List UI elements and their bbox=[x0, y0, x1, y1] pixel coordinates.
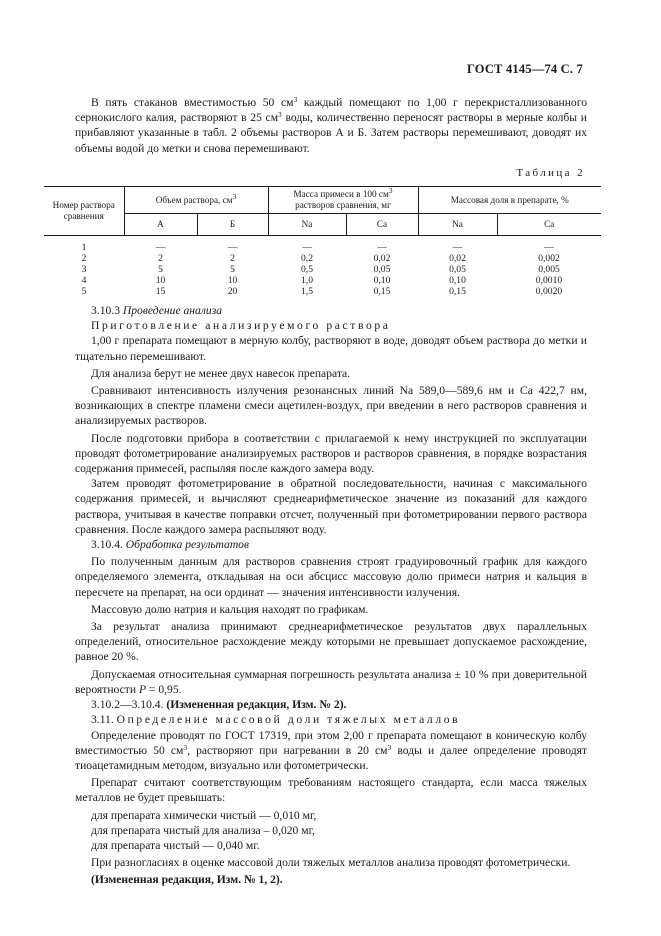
table-caption: Таблица 2 bbox=[516, 166, 585, 179]
paragraph: Затем проводят фотометрирование в обратной последовательности, начиная с максимального содержания примесей, и вычисляют среднеарифметическое значение из показаний для каждого раствора, учитывая в качестве поправки отсчет, полученный при фотометрировании первого раствора сравнения. После каждого замера распыляют воду. bbox=[75, 477, 587, 536]
table-cell: 0,005 bbox=[538, 264, 560, 276]
table-cell: 0,10 bbox=[373, 275, 391, 287]
table-cell: 0,15 bbox=[373, 286, 391, 298]
table-cell: 2 bbox=[158, 253, 163, 265]
paragraph: При разногласиях в оценке массовой доли тяжелых металлов анализа проводят фотометрически. bbox=[91, 856, 571, 870]
col-volume-header: Объем раствора, $см^3$ bbox=[124, 187, 268, 214]
paragraph: После подготовки прибора в соответствии с прилагаемой к нему инструкцией по эксплуатации проводят фотометрирование анализируемых растворов и растворов сравнения, в порядке возрастания содержания примесей, распыляя после каждого замера воду. bbox=[75, 431, 587, 476]
table-cell: — bbox=[452, 242, 463, 254]
paragraph: За результат анализа принимают среднеарифметическое результатов двух параллельных определений, относительное расхождение между которыми не превышает допускаемое расхождение, равное 20 %. bbox=[75, 620, 587, 664]
table-row bbox=[44, 236, 601, 254]
list-item: для препарата чистый для анализа – 0,020 мг, bbox=[91, 823, 315, 837]
table-row bbox=[44, 253, 601, 264]
col-number-header: Номер раствора сравнения bbox=[44, 187, 124, 236]
table-cell: 4 bbox=[81, 275, 87, 287]
table-cell: 1 bbox=[81, 242, 87, 254]
sub-header-ca: Ca bbox=[497, 214, 601, 236]
sub-header-a: А bbox=[124, 214, 197, 236]
table-cell: 0,15 bbox=[449, 286, 466, 298]
col-fraction-header: Массовая доля в препарате, % bbox=[418, 187, 601, 214]
table-cell: 5 bbox=[230, 264, 235, 276]
table-cell: 1,5 bbox=[301, 286, 313, 298]
paragraph: Для анализа берут не менее двух навесок препарата. bbox=[91, 366, 351, 380]
table-cell: 2 bbox=[230, 253, 235, 265]
table-cell: 0,10 bbox=[449, 275, 466, 287]
col-mass-header: Масса примеси в 100 $см^3$ растворов сравнения, мг bbox=[268, 187, 418, 214]
sub-header-ca: Ca bbox=[346, 214, 418, 236]
section-3-10-4-heading: 3.10.4. Обработка результатов bbox=[91, 538, 250, 552]
table-cell: 0,02 bbox=[449, 253, 466, 265]
table-cell: 20 bbox=[227, 286, 238, 298]
table-cell: 10 bbox=[155, 275, 166, 287]
table-cell: 0,05 bbox=[449, 264, 466, 276]
paragraph: Сравнивают интенсивность излучения резонансных линий Na 589,0—589,6 нм и Ca 422,7 нм, возникающих в спектре пламени смеси ацетилен-воздух, при введении в него растворов сравнения и анализируемых растворов. bbox=[75, 384, 587, 428]
table-cell: 1,0 bbox=[301, 275, 313, 287]
table-row bbox=[44, 275, 601, 286]
page-header: ГОСТ 4145—74 С. 7 bbox=[466, 62, 583, 76]
paragraph: Определение проводят по ГОСТ 17319, при этом 2,00 г препарата помещают в коническую колбу вместимостью 50 $см^3$, растворяют при нагревании в 20 $см^3$ воды и далее определение проводят тиоацетамидным методом, визуально или фотометрически. bbox=[75, 728, 588, 772]
table-cell: 0,02 bbox=[373, 253, 391, 265]
table-cell: 0,2 bbox=[301, 253, 313, 265]
paragraph: Препарат считают соответствующим требованиям настоящего стандарта, если масса тяжелых металлов не будет превышать: bbox=[75, 776, 587, 805]
limits-list bbox=[75, 808, 587, 854]
table-cell: — bbox=[302, 242, 312, 254]
intro-paragraph: В пять стаканов вместимостью 50 $см^3$ каждый помещают по 1,00 г перекристаллизованного сернокислого калия, растворяют в 25 $см^3$ воды, количественно переносят растворы в мерные колбы и прибавляют указанные в табл. 2 объемы растворов А и Б. Затем растворы перемешивают, доводят их объемы водой до метки и снова перемешивают. bbox=[75, 95, 587, 155]
paragraph: Допускаемая относительная суммарная погрешность результата анализа ± 10 % при доверительной вероятности P = 0,95. bbox=[75, 667, 587, 696]
table-cell: — bbox=[544, 242, 554, 254]
table-cell: 10 bbox=[227, 275, 238, 287]
table-cell: — bbox=[377, 242, 387, 254]
list-item: для препарата химически чистый — 0,010 мг, bbox=[91, 808, 317, 822]
section-3-11-heading: 3.11. Определение массовой доли тяжелых металлов bbox=[91, 713, 461, 727]
table-cell: 0,5 bbox=[301, 264, 313, 276]
list-item: для препарата чистый — 0,040 мг. bbox=[91, 838, 260, 852]
sub-header-b: Б bbox=[197, 214, 268, 236]
paragraph: 1,00 г препарата помещают в мерную колбу, растворяют в воде, доводят объем раствора до метки и тщательно перемешивают. bbox=[75, 334, 587, 363]
table-cell: — bbox=[155, 242, 166, 254]
table-cell: 0,05 bbox=[373, 264, 391, 276]
table-cell: 5 bbox=[158, 264, 163, 276]
table-cell: 15 bbox=[155, 286, 166, 298]
table-cell: 5 bbox=[81, 286, 87, 298]
sub-header-na: Na bbox=[268, 214, 346, 236]
table-cell: 0,0020 bbox=[535, 286, 563, 298]
sub-header-na: Na bbox=[418, 214, 497, 236]
table-row bbox=[44, 264, 601, 275]
table-2 bbox=[44, 186, 601, 297]
section-3-10-3-heading: 3.10.3 Проведение анализа bbox=[91, 304, 223, 318]
table-cell: 3 bbox=[81, 264, 87, 276]
amendment-note: (Измененная редакция, Изм. № 1, 2). bbox=[91, 873, 283, 887]
table-row bbox=[44, 286, 601, 297]
table-cell: 2 bbox=[81, 253, 87, 265]
preparation-heading: Приготовление анализируемого раствора bbox=[91, 319, 391, 333]
table-cell: 0,0010 bbox=[535, 275, 563, 287]
paragraph: Массовую долю натрия и кальция находят по графикам. bbox=[91, 602, 369, 616]
page-content bbox=[52, 95, 588, 888]
table-cell: 0,002 bbox=[538, 253, 560, 265]
table-cell: — bbox=[227, 242, 238, 254]
amendment-note: 3.10.2—3.10.4. (Измененная редакция, Изм. № 2). bbox=[91, 698, 347, 712]
paragraph: По полученным данным для растворов сравнения строят градуировочный график для каждого определяемого элемента, откладывая на оси абсцисс массовую долю примеси натрия и кальция в пересчете на препарат, на оси ординат — значения интенсивности излучения. bbox=[75, 555, 587, 599]
